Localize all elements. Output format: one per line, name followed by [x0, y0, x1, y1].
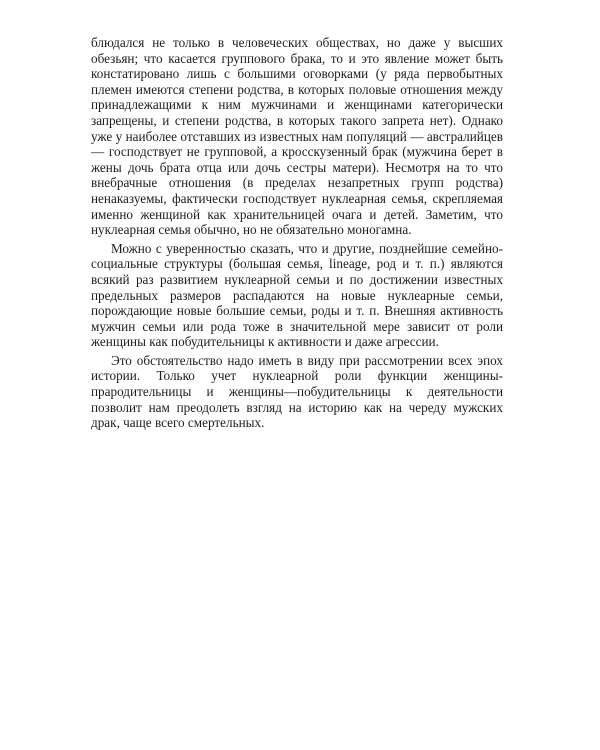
paragraph-continuation: блюдался не только в человеческих обществах, но даже у высших обезьян; что касается группового брака, то и это явление может быть констатировано лишь с большими оговорками (у ряда первобытных племен имеются степени родства, в которых половые отношения между принадлежащими к ним мужчинами и женщинами категорически запрещены, и степени родства, в которых такого запрета нет). Однако уже у наиболее отставших из известных нам популяций — австралийцев — господствует не групповой, а кросскузенный брак (мужчина берет в жены дочь брата отца или дочь сестры матери). Несмотря на то что внебрачные отношения (в пределах незапретных групп родства) ненаказуемы, фактически господствует нуклеарная семья, скрепляемая именно женщиной как хранительницей очага и детей. Заметим, что нуклеарная семья обычно, но не обязательно моногамна. — [91, 35, 503, 238]
body-text — [91, 35, 503, 431]
paragraph-family-structures: Можно с уверенностью сказать, что и другие, позднейшие семейно-социальные структуры (большая семья, lineage, род и т. п.) являются всякий раз развитием нуклеарной семьи и по достижении известных предельных размеров распадаются на новые нуклеарные семьи, порождающие новые большие семьи, роды и т. п. Внешняя активность мужчин семьи или рода тоже в значительной мере зависит от роли женщины как побудительницы к активности и даже агрессии. — [91, 240, 503, 350]
paragraph-history-conclusion: Это обстоятельство надо иметь в виду при рассмотрении всех эпох истории. Только учет нуклеарной роли функции женщины-прародительницы и женщины—побудительницы к деятельности позволит нам преодолеть взгляд на историю как на череду мужских драк, чаще всего смертельных. — [91, 352, 503, 431]
